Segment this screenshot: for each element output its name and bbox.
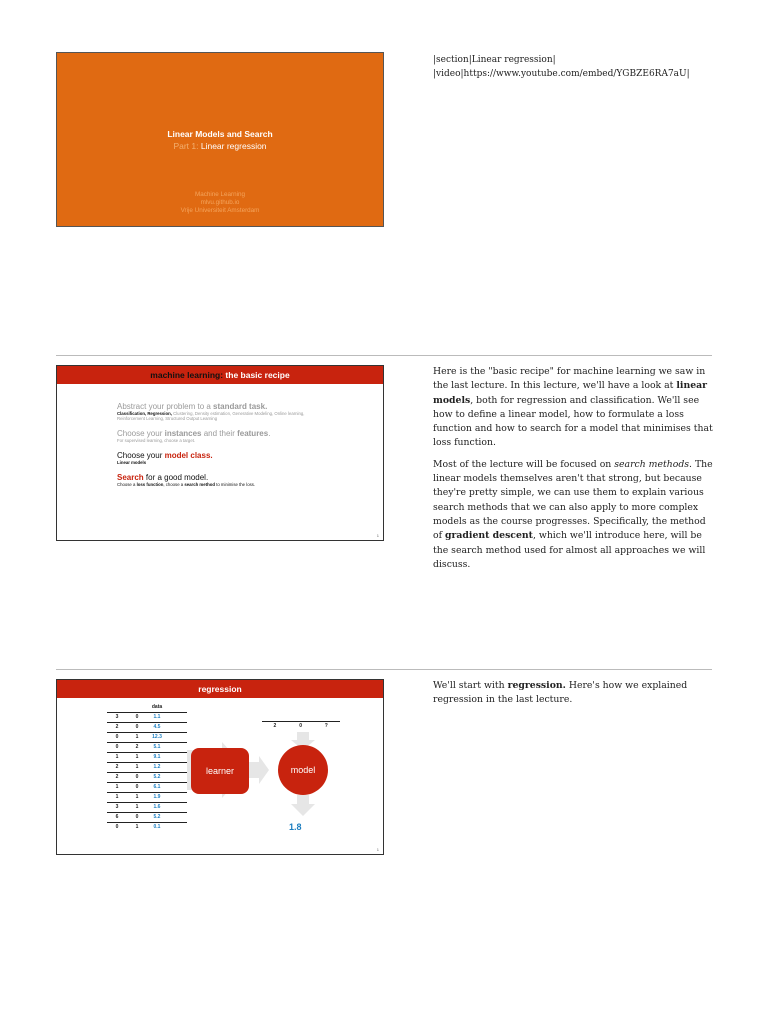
feature-cell: 0 xyxy=(135,814,139,820)
slide-title-bar: regression xyxy=(57,680,383,698)
target-cell: 1.9 xyxy=(153,794,161,800)
notes-section-1 xyxy=(433,53,713,81)
step-abstract xyxy=(117,402,317,421)
notes3-bold: regression. xyxy=(507,680,566,691)
arrow-learner-to-model xyxy=(249,756,269,784)
table-row xyxy=(107,812,187,822)
notes2-para1 xyxy=(433,365,713,451)
feature-cell: 2 xyxy=(115,774,119,780)
slide-basic-recipe xyxy=(56,365,384,541)
feature-cell: 3 xyxy=(115,714,119,720)
step1-text: Abstract your problem to a xyxy=(117,402,214,411)
target-cell: 1.1 xyxy=(153,714,161,720)
target-cell: 12.3 xyxy=(152,734,162,740)
arrow-model-to-output xyxy=(291,795,315,816)
learner-box: learner xyxy=(191,748,249,794)
notes2-p2-c: . The linear models themselves aren't that strong, but because they're pretty simple, we can use them to explain various search methods that we can also apply to more complex models as the course progresses. Specifically, the method of xyxy=(433,458,713,542)
query-table xyxy=(262,721,340,730)
notes2-p2-bold: gradient descent xyxy=(445,530,533,542)
feature-cell: 1 xyxy=(135,824,139,830)
target-cell: 0.1 xyxy=(153,824,161,830)
step2-mid: and their xyxy=(201,429,238,438)
feature-cell: 1 xyxy=(135,804,139,810)
table-row xyxy=(107,712,187,722)
divider xyxy=(56,355,712,356)
feature-cell: 1 xyxy=(135,734,139,740)
data-table xyxy=(107,704,187,832)
feature-cell: 0 xyxy=(135,774,139,780)
query-x2: 0 xyxy=(299,723,302,729)
feature-cell: 6 xyxy=(115,814,119,820)
target-cell: 1.6 xyxy=(153,804,161,810)
notes2-p1-c: , both for regression and classification. We'll see how to define a linear model, how to formulate a loss function and how to search for a model that minimises that loss function. xyxy=(433,394,713,449)
feature-cell: 2 xyxy=(115,764,119,770)
table-row xyxy=(107,752,187,762)
table-row xyxy=(107,772,187,782)
target-cell: 4.5 xyxy=(153,724,161,730)
target-cell: 6.1 xyxy=(153,784,161,790)
feature-cell: 2 xyxy=(115,724,119,730)
target-cell: 5.2 xyxy=(153,814,161,820)
table-row xyxy=(107,732,187,742)
feature-cell: 1 xyxy=(115,794,119,800)
feature-cell: 2 xyxy=(135,744,139,750)
step4-sub-loss: loss function xyxy=(136,482,164,487)
notes2-p2-a: Most of the lecture will be focused on xyxy=(433,458,615,470)
feature-cell: 1 xyxy=(115,784,119,790)
table-row xyxy=(107,742,187,752)
step4-sub-mid: , choose a xyxy=(163,482,185,487)
target-cell: 9.1 xyxy=(153,754,161,760)
video-marker: |video|https://www.youtube.com/embed/YGBZE6RA7aU| xyxy=(433,69,690,79)
query-y: ? xyxy=(324,723,328,729)
feature-cell: 0 xyxy=(135,784,139,790)
notes2-para2 xyxy=(433,458,713,572)
step3-red: model class. xyxy=(164,451,213,460)
target-cell: 1.2 xyxy=(153,764,161,770)
section-marker: |section|Linear regression| xyxy=(433,55,556,65)
notes3-para xyxy=(433,679,713,708)
step-search xyxy=(117,473,317,487)
query-x1: 2 xyxy=(273,723,277,729)
data-table-rows xyxy=(107,712,187,832)
slide-number: 1 xyxy=(376,847,379,852)
feature-cell: 1 xyxy=(115,754,119,760)
feature-cell: 0 xyxy=(135,714,139,720)
step4-sub-search: search method xyxy=(184,482,215,487)
step4-sub-end: to minimise the loss. xyxy=(214,482,256,487)
meta-site: mlvu.github.io xyxy=(200,199,240,206)
feature-cell: 0 xyxy=(135,724,139,730)
notes-section-3 xyxy=(433,679,713,715)
slide-meta xyxy=(57,191,383,215)
feature-cell: 0 xyxy=(115,824,119,830)
meta-university: Vrije Universiteit Amsterdam xyxy=(180,207,260,214)
notes-section-2 xyxy=(433,365,713,579)
table-row xyxy=(107,792,187,802)
step2-sub: For supervised learning, choose a target. xyxy=(117,438,196,443)
step-model-class xyxy=(117,451,317,465)
step4-rest: for a good model. xyxy=(143,473,209,482)
step1-bold: standard task. xyxy=(213,402,268,411)
subtitle-main: Linear regression xyxy=(200,141,267,151)
feature-cell: 0 xyxy=(115,734,119,740)
step1-sub-bold: Classification, Regression, xyxy=(117,411,172,416)
step2-text: Choose your xyxy=(117,429,165,438)
target-cell: 5.1 xyxy=(153,744,161,750)
step4-sub-pre: Choose a xyxy=(117,482,137,487)
step2-features: features xyxy=(237,429,269,438)
slide-title xyxy=(56,52,384,227)
slide-regression xyxy=(56,679,384,855)
target-cell: 5.2 xyxy=(153,774,161,780)
notes2-p2-italic: search methods xyxy=(614,458,690,470)
table-row xyxy=(107,802,187,812)
model-circle: model xyxy=(278,745,328,795)
recipe-steps xyxy=(117,402,317,495)
title-prefix: machine learning: xyxy=(150,370,224,380)
feature-cell: 1 xyxy=(135,764,139,770)
title-main: the basic recipe xyxy=(225,370,290,380)
slide-title-heading: Linear Models and Search xyxy=(167,129,273,139)
slide-title-bar xyxy=(57,366,383,384)
table-row xyxy=(107,822,187,832)
notes2-p2-e: , which we'll introduce here, will be the search method used for almost all approaches we will discuss. xyxy=(433,530,706,570)
table-row xyxy=(107,762,187,772)
feature-cell: 1 xyxy=(135,754,139,760)
query-row xyxy=(262,722,340,730)
feature-cell: 3 xyxy=(115,804,119,810)
table-row xyxy=(107,722,187,732)
notes2-p1-a: Here is the "basic recipe" for machine learning we saw in the last lecture. In this lecture, we'll have a look at xyxy=(433,366,706,392)
meta-course: Machine Learning xyxy=(194,191,246,198)
prediction-value: 1.8 xyxy=(289,822,302,832)
notes3-c: Here's how we explained regression in the last lecture. xyxy=(433,680,688,706)
step2-end: . xyxy=(268,429,271,438)
table-row xyxy=(107,782,187,792)
data-table-header: data xyxy=(151,704,163,710)
subtitle-part: Part 1: xyxy=(173,141,199,151)
step4-red: Search xyxy=(117,473,144,482)
notes3-a: We'll start with xyxy=(433,680,508,691)
step-instances xyxy=(117,429,317,443)
notes2-p1-bold: linear models xyxy=(433,380,708,406)
slide-subtitle xyxy=(57,141,383,151)
step1-sub-rest: Clustering, Density estimation, Generative Modeling, Online learning, Reinforcement Learning, Structured Output Learning xyxy=(117,411,305,421)
feature-cell: 1 xyxy=(135,794,139,800)
divider xyxy=(56,669,712,670)
step2-instances: instances xyxy=(164,429,202,438)
step3-sub: Linear models xyxy=(117,460,147,465)
feature-cell: 0 xyxy=(115,744,119,750)
step3-text: Choose your xyxy=(117,451,165,460)
slide-number: 1 xyxy=(376,533,379,538)
